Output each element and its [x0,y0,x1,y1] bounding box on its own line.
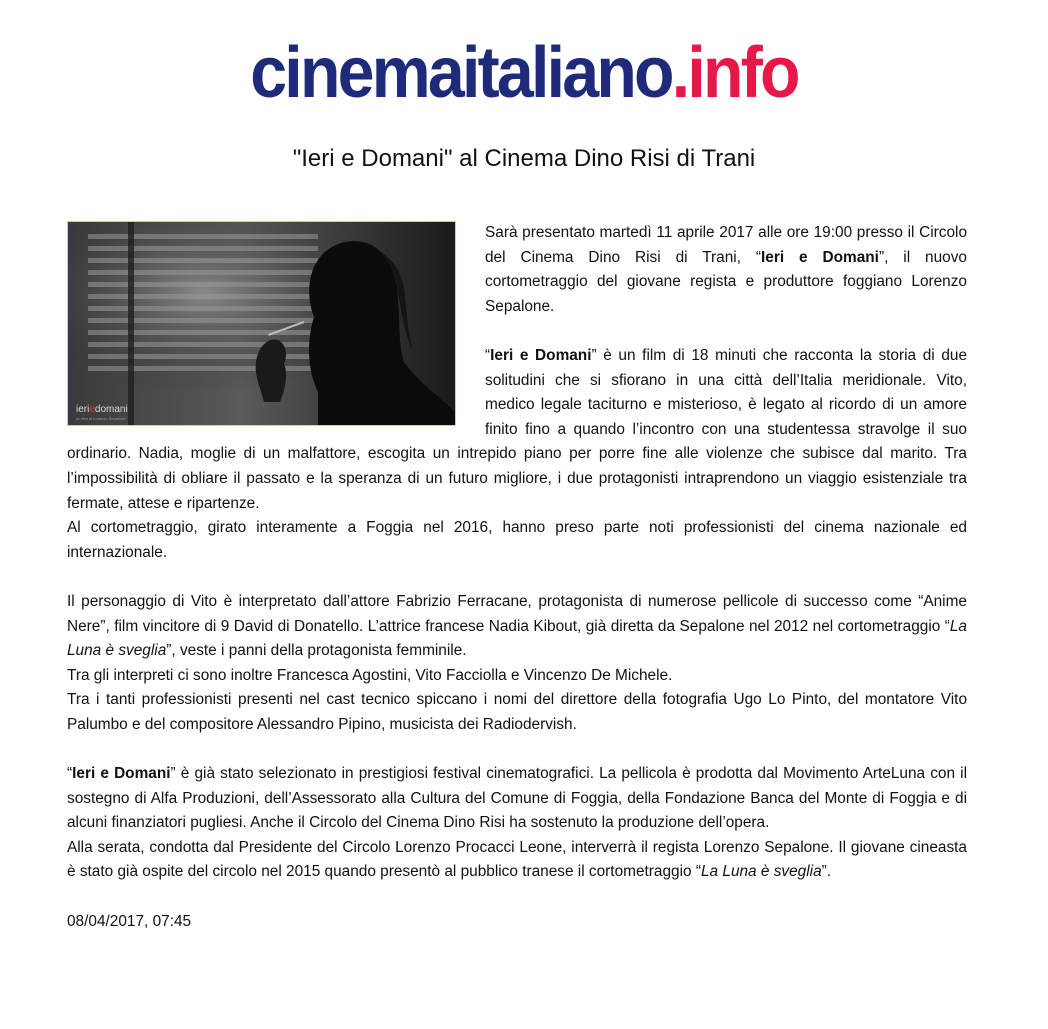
paragraph-4-text-b: ”, veste i panni della protagonista femminile. [166,642,467,660]
paragraph-8-text-b: ”. [821,863,832,881]
paragraph-2-text-a: “ [485,346,491,364]
caption-word-domani: domani [94,404,128,415]
publish-date: 08/04/2017, 07:45 [67,912,192,930]
paragraph-6: Tra i tanti professionisti presenti nel cast tecnico spiccano i nomi del direttore della fotografia Ugo Lo Pinto, del montatore Vito Palumbo e del compositore Alessandro Pipino, musicista dei Radiodervish. [67,691,967,733]
article-title: "Ieri e Domani" al Cinema Dino Risi di Trani [292,145,756,172]
paragraph-1-text-a: Sarà presentato martedì 11 aprile 2017 alle ore 19:00 presso il Circolo del Cinema Dino Risi di Trani, “ [485,224,967,266]
article-image [67,221,456,426]
film-still-illustration [68,222,455,425]
site-logo[interactable] [42,28,1006,118]
paragraph-1-text-b: ”, il nuovo cortometraggio del giovane regista e produttore foggiano Lorenzo Sepalone. [485,248,967,315]
paragraph-3: Al cortometraggio, girato interamente a Foggia nel 2016, hanno preso parte noti professionisti del cinema nazionale ed internazionale. [67,519,967,561]
short-film-title-italic: La Luna è sveglia [67,617,967,660]
film-logo-caption [76,404,128,421]
film-title-bold: Ieri e Domani [490,346,592,364]
paragraph-5: Tra gli interpreti ci sono inoltre Francesca Agostini, Vito Facciolla e Vincenzo De Michele. [67,666,673,684]
logo-main-text: cinemaitaliano [250,33,672,113]
paragraph-7 [67,762,967,836]
paragraph-8-text-a: Alla serata, condotta dal Presidente del Circolo Lorenzo Procacci Leone, interverrà il regista Lorenzo Sepalone. Il giovane cineasta è stato già ospite del circolo nel 2015 quando presentò al pubblico tranese il cortometraggio “ [67,838,967,881]
logo-extension-text: info [687,33,798,113]
paragraph-8 [67,836,967,885]
paragraph-4-text-a: Il personaggio di Vito è interpretato dall’attore Fabrizio Ferracane, protagonista di numerose pellicole di successo come “Anime Nere”, film vincitore di 9 David di Donatello. L’attrice francese Nadia Kibout, già diretta da Sepalone nel 2012 nel cortometraggio “ [67,592,967,635]
paragraph-7-text-b: ” è già stato selezionato in prestigiosi festival cinematografici. La pellicola è prodotta dal Movimento ArteLuna con il sostegno di Alfa Produzioni, dell’Assessorato alla Cultura del Comune di Foggia, della Fondazione Banca del Monte di Foggia e di alcuni finanziatori pugliesi. Anche il Circolo del Cinema Dino Risi ha sostenuto la produzione dell’opera. [67,765,968,832]
caption-word-ieri: ieri [76,404,90,415]
paragraph-2-text-b: ” è un film di 18 minuti che racconta la storia di due solitudini che si sfiorano in una città dell’Italia meridionale. Vito, medico legale taciturno e misterioso, è legato al ricordo di un amore finito fino a quando l’incontro con una studentessa stravolge il suo ordinario. Nadia, moglie di un malfattore, escogita un intrepido piano per porre fine alle violenze che subisce dal marito. Tra l’impossibilità di obliare il passato e la speranza di un futuro migliore, i due protagonisti intraprendono un viaggio esistenziale tra fermate, attese e ripartenze. [67,346,967,512]
article-body [67,221,967,934]
film-title-bold: Ieri e Domani [72,765,171,783]
caption-subtitle: un film di Lorenzo Sepalone [76,416,126,421]
paragraph-7-text-a: “ [67,765,73,783]
caption-word-e: e [89,404,95,415]
film-title-bold: Ieri e Domani [761,248,879,266]
paragraph-4 [67,590,967,664]
logo-dot: . [671,33,688,113]
short-film-title-italic: La Luna è sveglia [700,863,822,881]
